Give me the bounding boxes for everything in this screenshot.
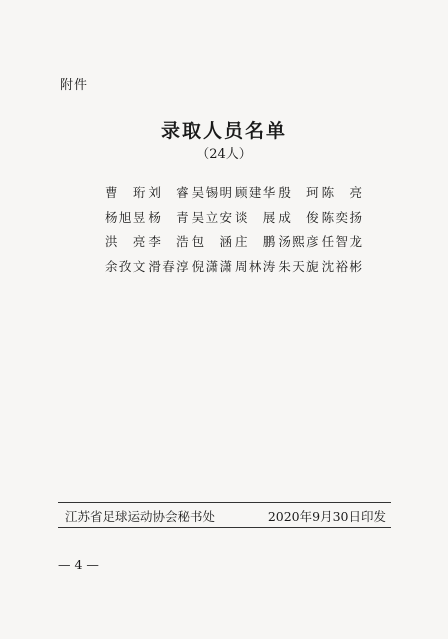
person-name: 沈 裕 彬 — [321, 258, 362, 274]
attachment-label: 附件 — [60, 78, 89, 93]
person-name: 朱 天 旎 — [278, 258, 319, 274]
person-name: 成 俊 — [278, 209, 319, 225]
footer-divider-top — [58, 502, 391, 503]
names-row — [105, 205, 365, 229]
person-name: 滑 春 淳 — [148, 258, 189, 274]
person-name: 汤 熙 彦 — [278, 234, 319, 249]
names-row — [105, 254, 365, 278]
person-name: 洪 亮 — [105, 234, 146, 249]
person-name: 曹 珩 — [105, 185, 146, 200]
person-name: 任 智 龙 — [321, 234, 362, 249]
person-name: 庄 鹏 — [234, 234, 276, 249]
person-name: 包 涵 — [191, 234, 232, 249]
person-name: 陈 奕 扬 — [321, 209, 362, 225]
person-name: 周 林 涛 — [234, 258, 276, 274]
footer-organization: 江苏省足球运动协会秘书处 — [65, 509, 216, 524]
person-name: 谈 展 — [234, 209, 276, 225]
person-name: 殷 珂 — [278, 185, 319, 200]
admission-count: （24人） — [196, 147, 252, 162]
page-number: — 4 — — [58, 557, 99, 572]
person-name: 余 孜 文 — [105, 258, 146, 274]
person-name: 吴 立 安 — [191, 209, 232, 225]
person-name: 杨 青 — [148, 209, 189, 225]
names-row — [105, 229, 365, 253]
person-name: 吴 锡 明 — [191, 185, 232, 200]
person-name: 刘 睿 — [148, 185, 189, 200]
document-title: 录取人员名单 — [160, 120, 287, 142]
person-name: 杨 旭 昱 — [105, 209, 146, 225]
names-row — [105, 180, 365, 204]
names-list — [105, 180, 365, 278]
footer-issue-date: 2020年9月30日印发 — [267, 509, 386, 524]
person-name: 李 浩 — [148, 234, 189, 249]
person-name: 陈 亮 — [321, 185, 362, 200]
footer-divider-bottom — [58, 527, 391, 528]
person-name: 倪 潇 潇 — [191, 258, 232, 274]
person-name: 顾 建 华 — [234, 185, 276, 200]
